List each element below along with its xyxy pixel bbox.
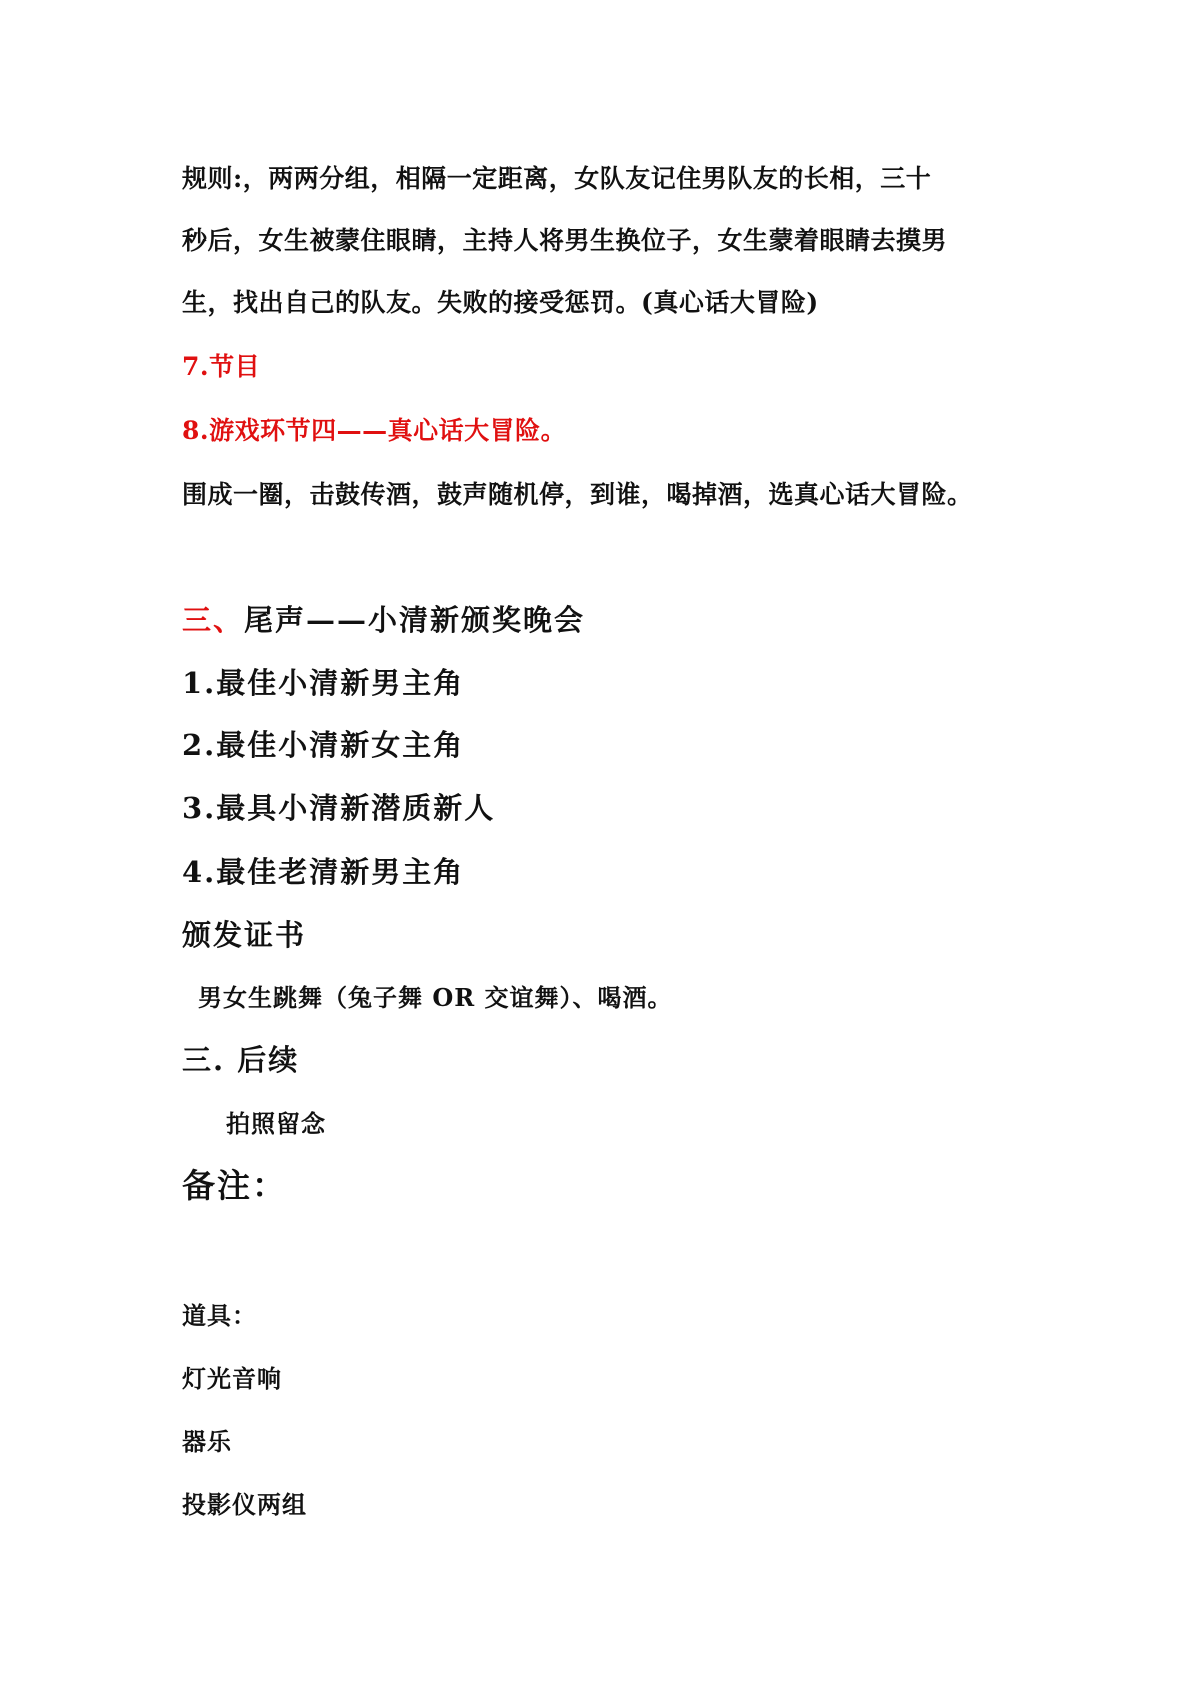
section-3-title: 尾声——小清新颁奖晚会 (244, 603, 586, 637)
award-item: 3.最具小清新潜质新人 (182, 791, 496, 825)
rules-line-2: 秒后，女生被蒙住眼睛，主持人将男生换位子，女生蒙着眼睛去摸男 (182, 226, 948, 255)
rules-line-1: 规则:，两两分组，相隔一定距离，女队友记住男队友的长相，三十 (182, 164, 932, 193)
item-7-heading: 7.节目 (182, 352, 261, 381)
notes-heading: 备注： (182, 1166, 287, 1205)
item-8-heading: 8.游戏环节四——真心话大冒险。 (182, 416, 567, 445)
props-item: 灯光音响 (182, 1364, 282, 1393)
rules-line-3: 生，找出自己的队友。失败的接受惩罚。(真心话大冒险) (182, 288, 819, 317)
followup-heading: 三. 后续 (182, 1043, 300, 1077)
section-3-heading (182, 603, 585, 638)
certificate-line: 颁发证书 (182, 918, 307, 952)
award-item: 4.最佳老清新男主角 (182, 855, 465, 889)
props-item: 投影仪两组 (182, 1490, 307, 1519)
award-item: 1.最佳小清新男主角 (182, 666, 465, 700)
award-item: 2.最佳小清新女主角 (182, 728, 465, 762)
props-heading: 道具： (182, 1301, 257, 1330)
item-8-description: 围成一圈，击鼓传酒，鼓声随机停，到谁，喝掉酒，选真心话大冒险。 (182, 480, 973, 509)
dance-line: 男女生跳舞（兔子舞 OR 交谊舞）、喝酒。 (198, 983, 673, 1012)
props-item: 器乐 (182, 1427, 232, 1456)
section-3-prefix: 三、 (182, 603, 245, 637)
followup-item: 拍照留念 (226, 1109, 326, 1138)
